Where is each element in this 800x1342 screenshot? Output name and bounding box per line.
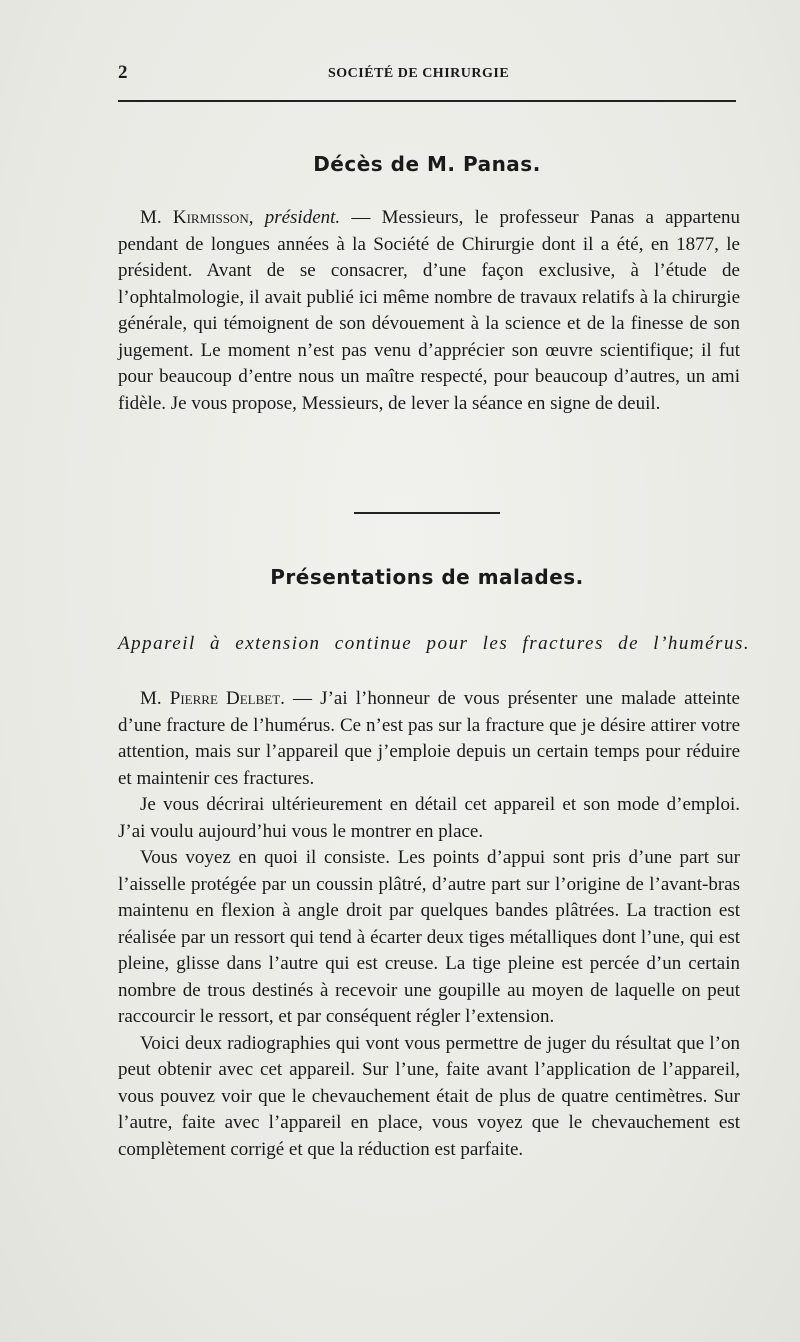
section-divider — [354, 512, 500, 514]
page-number: 2 — [118, 62, 128, 83]
section-title-deces: Décès de M. Panas. — [313, 152, 541, 176]
speaker-name: M. Pierre Delbet. — [140, 688, 285, 709]
speaker-role: président. — [264, 207, 341, 228]
speaker-name: M. Kirmisson, — [140, 207, 254, 228]
paragraph: Vous voyez en quoi il consiste. Les points d’appui sont pris d’une part sur l’aisselle protégée par un coussin plâtré, d’autre part sur l’origine de l’avant-bras maintenu en flexion à angle droit par quelques bandes plâtrées. La traction est réalisée par un ressort qui tend à écarter deux tiges métalliques dont l’une, qui est pleine, glisse dans l’autre qui est creuse. La tige pleine est percée d’un certain nombre de trous destinés à recevoir une goupille au moyen de laquelle on peut raccourcir le ressort, et par conséquent régler l’extension. — [118, 847, 740, 1027]
paragraph-text: — J’ai l’honneur de vous présenter une malade atteinte d’une fracture de l’humérus. Ce n’est pas sur la fracture que je désire attirer votre attention, mais sur l’appareil que j’emploie depuis un certain temps pour réduire et maintenir ces fractures. — [118, 688, 740, 789]
section-presentations-body — [118, 686, 740, 1163]
paragraph — [118, 205, 740, 417]
page-header — [118, 62, 738, 86]
header-rule — [118, 100, 736, 102]
subsection-title: Appareil à extension continue pour les fractures de l’humérus. — [118, 633, 751, 654]
section-deces-body — [118, 205, 740, 417]
running-title: SOCIÉTÉ DE CHIRURGIE — [328, 66, 510, 81]
paragraph-text: — Messieurs, le professeur Panas a appartenu pendant de longues années à la Société de Chirurgie dont il a été, en 1877, le président. Avant de se consacrer, d’une façon exclusive, à l’étude de l’ophtalmologie, il avait publié ici même nombre de travaux relatifs à la chirurgie générale, qui témoignent de son dévouement à la science et de la finesse de son jugement. Le moment n’est pas venu d’apprécier son œuvre scientifique; il fut pour beaucoup d’entre nous un maître respecté, pour beaucoup d’autres, un ami fidèle. Je vous propose, Messieurs, de lever la séance en signe de deuil. — [118, 207, 740, 414]
paragraph — [118, 686, 740, 792]
paragraph: Je vous décrirai ultérieurement en détail cet appareil et son mode d’emploi. J’ai voulu aujourd’hui vous le montrer en place. — [118, 794, 740, 842]
paragraph: Voici deux radiographies qui vont vous permettre de juger du résultat que l’on peut obtenir avec cet appareil. Sur l’une, faite avant l’application de l’appareil, vous pouvez voir que le chevauchement était de plus de quatre centimètres. Sur l’autre, faite avec l’appareil en place, vous voyez que le chevauchement est complètement corrigé et que la réduction est parfaite. — [118, 1032, 740, 1160]
section-title-presentations: Présentations de malades. — [270, 565, 584, 589]
